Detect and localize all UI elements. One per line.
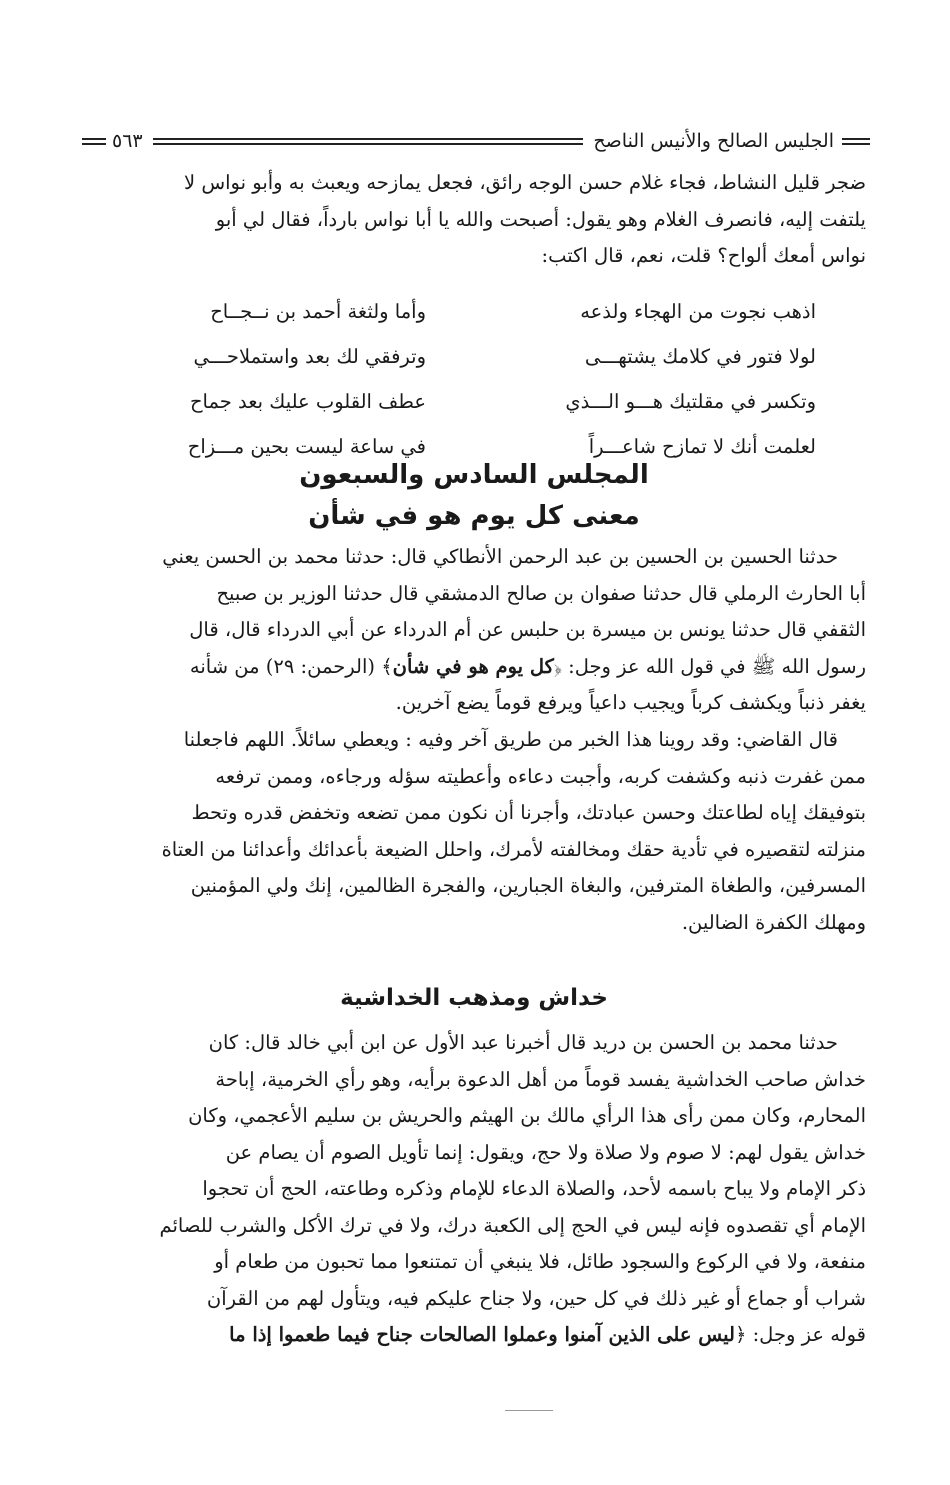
text-line: حدثنا الحسين بن الحسين بن عبد الرحمن الأنطاكي قال: حدثنا محمد بن الحسن يعني [162, 545, 838, 568]
text-line: ذكر الإمام ولا يباح باسمه لأحد، والصلاة الدعاء للإمام وذكره وطاعته، الحج أن تحجوا [202, 1177, 866, 1200]
header-ornament-left [82, 138, 106, 145]
text-line: حدثنا محمد بن الحسن بن دريد قال أخبرنا عبد الأول عن ابن أبي خالد قال: كان [208, 1031, 838, 1054]
verse-first-hemistich: وتكسر في مقلتيك هـــو الـــذي [565, 390, 816, 413]
scan-mark [505, 1410, 553, 1411]
majlis-title: المجلس السادس والسبعون [299, 460, 649, 490]
header-title: الجليس الصالح والأنيس الناصح [593, 130, 834, 152]
verse-second-hemistich: وترفقي لك بعد واستملاحـــي [193, 345, 426, 368]
verse-first-hemistich: لعلمت أنك لا تمازح شاعـــراً [588, 435, 816, 458]
text-line: خداش يقول لهم: لا صوم ولا صلاة ولا حج، ويقول: إنما تأويل الصوم أن يصام عن [225, 1140, 866, 1164]
text-line: بتوفيقك إياه لطاعتك وحسن عبادتك، وأجرنا أن نكون ممن تضعه وتخفض قدره وتحط [191, 801, 866, 824]
page-number: ٥٦٣ [112, 130, 143, 152]
verse-first-hemistich: اذهب نجوت من الهجاء ولذعه [580, 300, 816, 323]
text-line: المحارم، وكان ممن رأى هذا الرأي مالك بن الهيثم والحريش بن سليم الأعجمي، وكان [188, 1104, 866, 1127]
khidash-paragraph [82, 1025, 866, 1354]
text-run: رسول الله ﷺ في قول الله عز وجل: ﴿ [553, 654, 866, 678]
poem-verse [82, 379, 866, 424]
verse-second-hemistich: وأما ولثغة أحمد بن نــجــاح [210, 300, 426, 323]
verse-second-hemistich: عطف القلوب عليك بعد جماح [189, 390, 426, 413]
text-line: خداش صاحب الخداشية يفسد قوماً من أهل الدعوة برأيه، وهو رأي الخرمية، إباحة [215, 1067, 866, 1091]
poem-verse [82, 334, 866, 379]
text-run: قوله عز وجل: ﴿ [734, 1323, 866, 1346]
hadith-paragraph [82, 539, 866, 722]
text-run: ﴾ (الرحمن: ٢٩) من شأنه [189, 654, 393, 678]
text-line: منزلته لتقصيره في تأدية حقك ومخالفته لأمرك، واحلل الضيعة بأعدائك وأعدائنا من العتاة [161, 837, 866, 861]
quran-quote: ليس على الذين آمنوا وعملوا الصالحات جناح فيما طعموا إذا ما [229, 1323, 735, 1346]
text-line: ومهلك الكفرة الضالين. [681, 910, 866, 934]
text-line: الإمام أي تقصدوه فإنه ليس في الحج إلى الكعبة درك، ولا في ترك الأكل والشرب للصائم [159, 1213, 866, 1237]
text-line: ضجر قليل النشاط، فجاء غلام حسن الوجه رائق، فجعل يمازحه ويعبث به وأبو نواس لا [184, 171, 866, 194]
text-line: أبا الحارث الرملي قال حدثنا صفوان بن صالح الدمشقي قال حدثنا الوزير بن صبيح [216, 581, 866, 605]
text-line: المسرفين، والطغاة المترفين، والبغاة الجبارين، والفجرة الظالمين، إنك ولي المؤمنين [190, 874, 866, 897]
intro-paragraph [82, 165, 866, 275]
text-line: قال القاضي: وقد روينا هذا الخبر من طريق آخر وفيه : ويعطي سائلاً. اللهم فاجعلنا [183, 728, 838, 751]
text-line: يغفر ذنباً ويكشف كرباً ويجيب داعياً ويرفع قوماً يضع آخرين. [395, 691, 866, 714]
qadi-paragraph [82, 722, 866, 941]
text-line: الثقفي قال حدثنا يونس بن ميسرة بن حلبس عن أم الدرداء عن أبي الدرداء قال، قال [189, 618, 866, 641]
text-line: يلتفت إليه، فانصرف الغلام وهو يقول: أصبحت والله يا أبا نواس بارداً، فقال لي أبو [215, 207, 866, 231]
text-line: نواس أمعك ألواح؟ قلت، نعم، قال اكتب: [541, 244, 866, 267]
header-ornament-right [842, 138, 870, 145]
poem [82, 289, 866, 469]
poem-verse [82, 289, 866, 334]
text-line: منفعة، ولا في الركوع والسجود طائل، فلا ينبغي أن تمتنعوا مما تحبون من طعام أو [214, 1250, 866, 1273]
section-title: خداش ومذهب الخداشية [340, 985, 608, 1011]
majlis-subtitle: معنى كل يوم هو في شأن [308, 501, 640, 531]
text-line: شراب أو جماع أو غير ذلك في كل حين، ولا جناح عليكم فيه، ويتأول لهم من القرآن [206, 1286, 866, 1310]
header-rule [153, 138, 584, 145]
quran-quote: كل يوم هو في شأن [392, 654, 554, 678]
text-line [82, 1317, 866, 1354]
verse-first-hemistich: لولا فتور في كلامك يشتهـــى [584, 345, 816, 368]
running-header [82, 128, 870, 154]
text-line [82, 649, 866, 686]
verse-second-hemistich: في ساعة ليست بحين مـــزاح [187, 435, 426, 458]
text-line: ممن غفرت ذنبه وكشفت كربه، وأجبت دعاءه وأعطيته سؤله ورجاءه، وممن ترفعه [215, 764, 866, 788]
